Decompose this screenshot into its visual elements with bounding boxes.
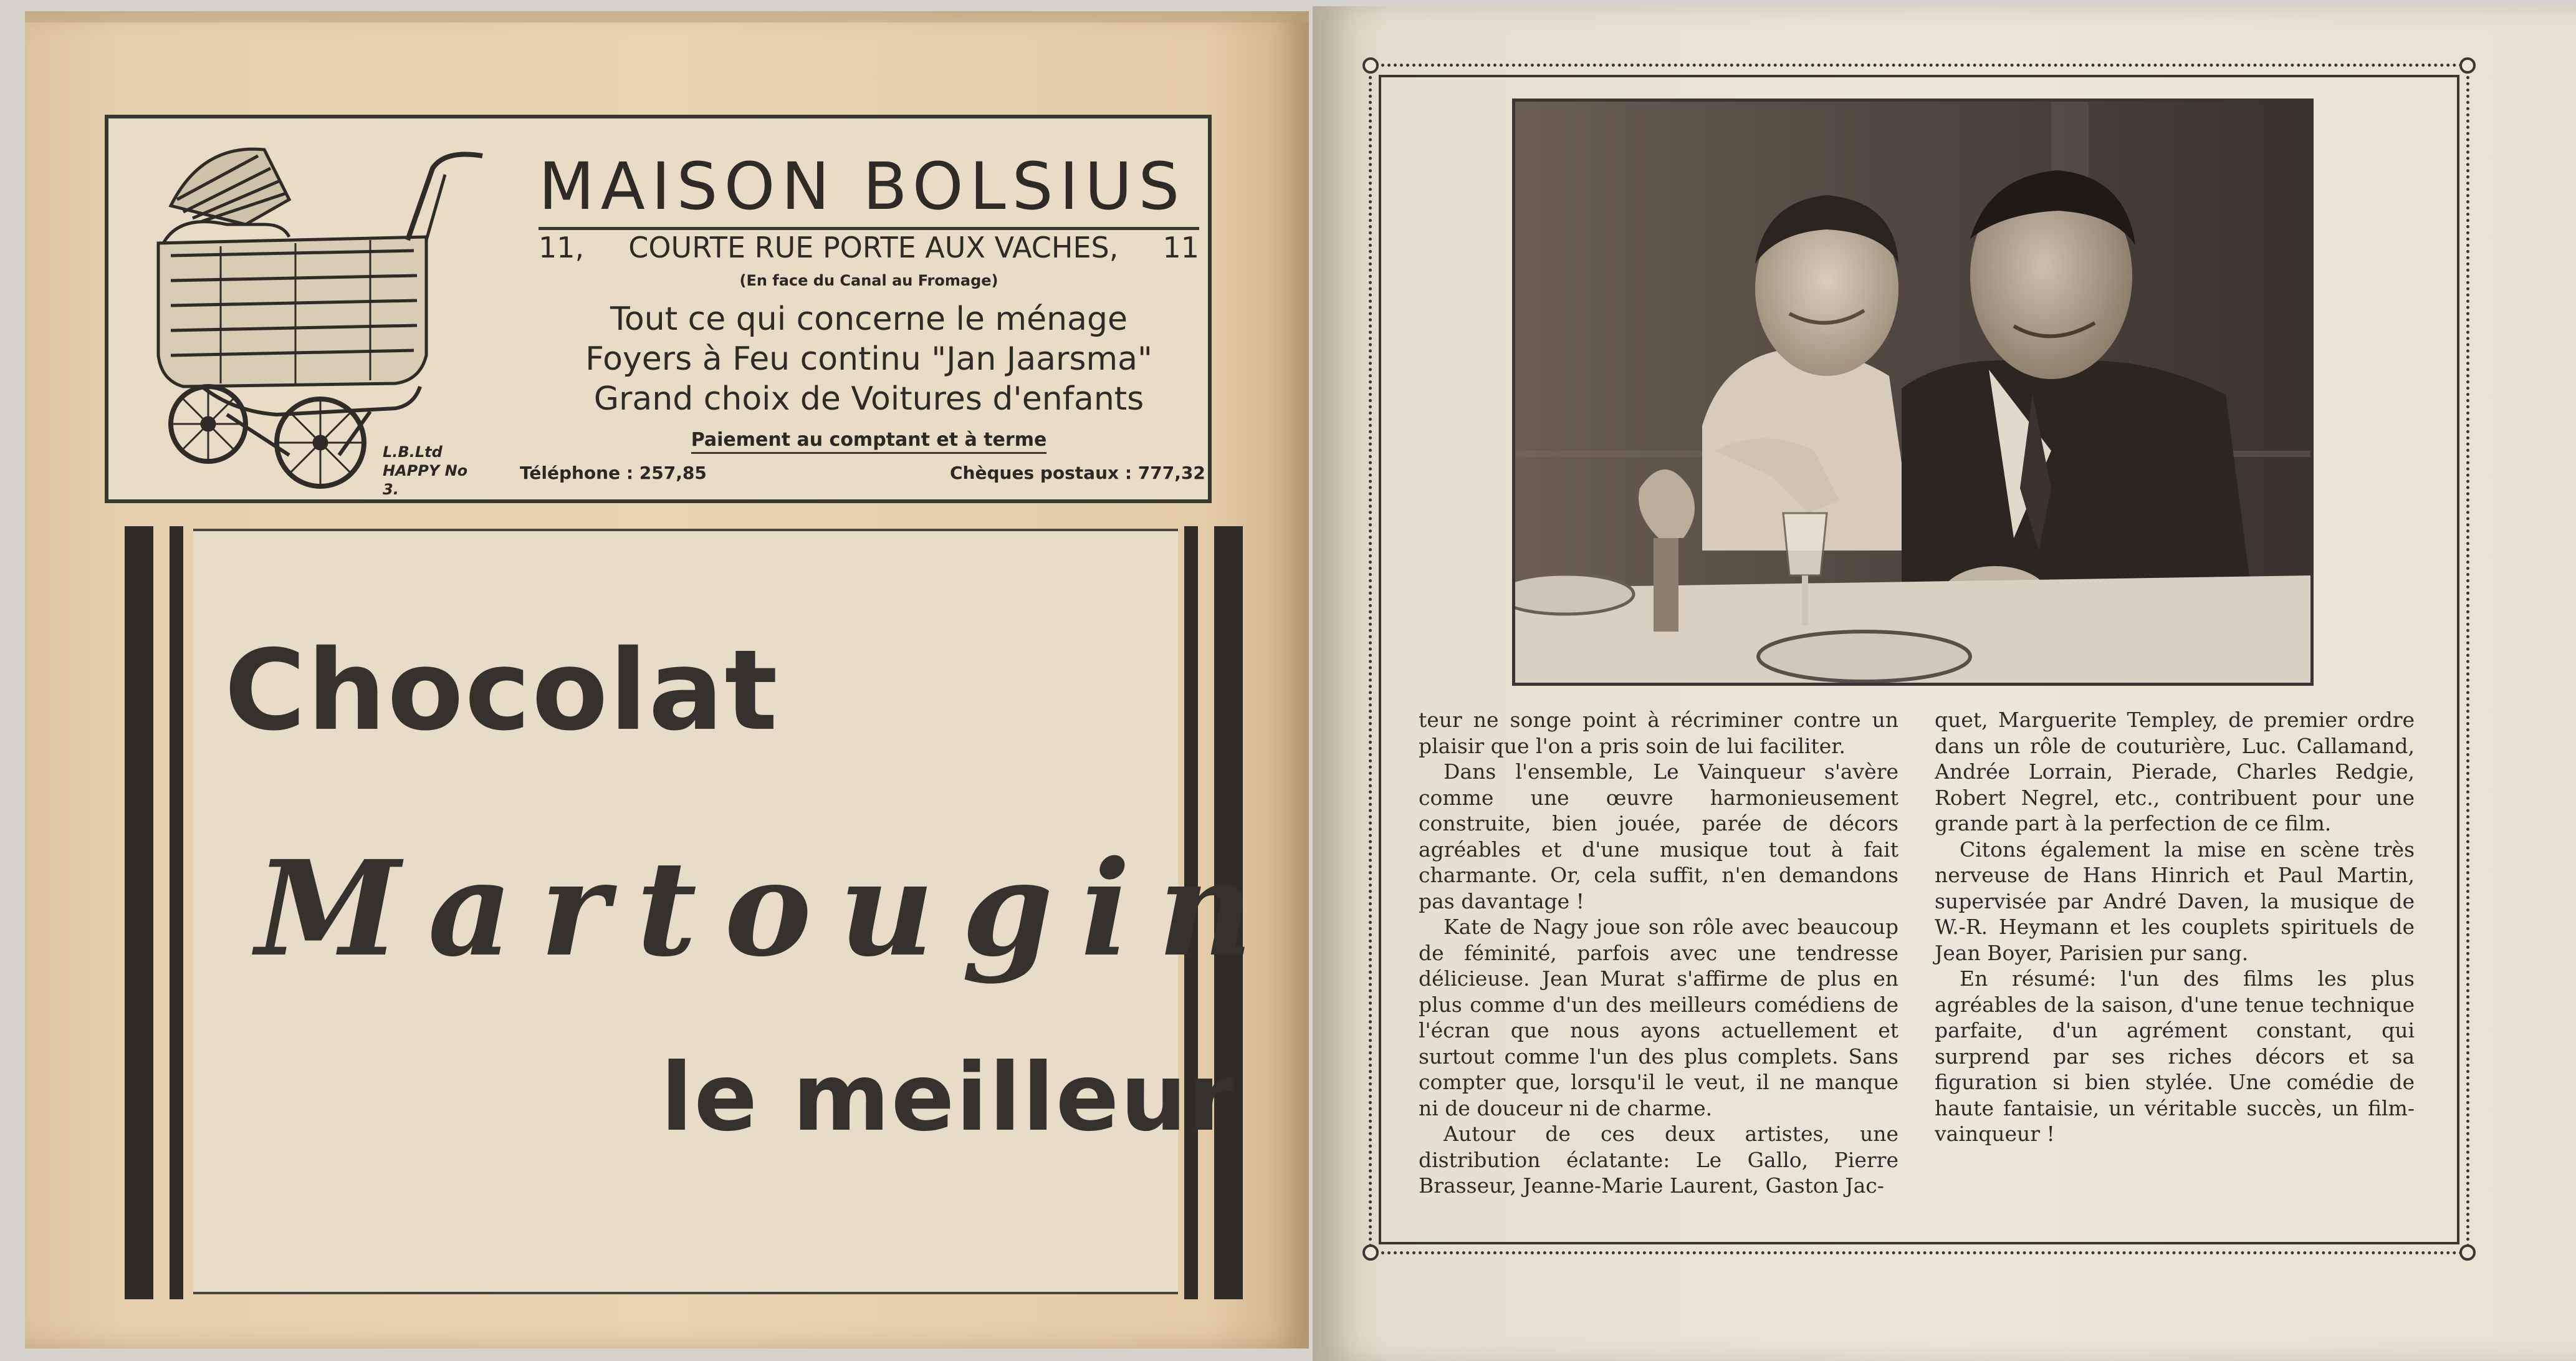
baby-carriage-illustration: [133, 131, 501, 493]
frame-rule-top: [193, 529, 1178, 531]
title-rule: [539, 227, 1199, 230]
maison-bolsius-advertisement: [105, 115, 1212, 503]
chocolat-word: Chocolat: [224, 626, 779, 755]
bolsius-address: [539, 231, 1199, 264]
pram-model-mark: [383, 443, 476, 499]
paragraph: Kate de Nagy joue son rôle avec beaucoup de féminité, parfois avec une tendresse délicieuse. Jean Murat s'affirme de plus en plus comme d'un des meilleurs comédiens de l'écran que nous ayons actuellement et surtout comme l'un des plus complets. Sans compter que, lorsqu'il le veut, il ne manque ni de douceur ni de charme.: [1419, 915, 1898, 1120]
corner-ornament: [1362, 1244, 1379, 1261]
bolsius-line-prams: Grand choix de Voitures d'enfants: [593, 380, 1144, 418]
frame-rule-bottom: [193, 1292, 1178, 1294]
film-still-photograph: [1512, 99, 2314, 686]
address-number-left: 11,: [539, 231, 585, 264]
chocolat-martougin-advertisement: [125, 526, 1281, 1299]
bolsius-location-note: (En face du Canal au Fromage): [739, 272, 998, 289]
pram-mark-line1: L.B.Ltd: [383, 443, 443, 461]
address-number-right: 11: [1162, 231, 1199, 264]
bolsius-line-household: Tout ce qui concerne le ménage: [610, 301, 1128, 338]
bolsius-telephone: Téléphone : 257,85: [520, 463, 707, 483]
couple-at-dinner-image: [1515, 102, 2310, 683]
right-page: [1313, 6, 2576, 1361]
article-column-right: [1935, 707, 2415, 1147]
payment-text: Paiement au comptant et à terme: [691, 429, 1047, 454]
left-page: [25, 11, 1309, 1349]
pram-mark-line2: HAPPY No 3.: [383, 462, 468, 498]
frame-bar: [170, 526, 183, 1299]
paragraph: Citons également la mise en scène très nerveuse de Hans Hinrich et Paul Martin, supervisée par André Daven, la musique de W.-R. Heymann et les couplets spirituels de Jean Boyer, Parisien pur sang.: [1935, 837, 2415, 965]
bolsius-payment-terms: [539, 429, 1199, 451]
frame-bar: [125, 526, 153, 1299]
paragraph: quet, Marguerite Templey, de premier ordre dans un rôle de couturière, Luc. Callamand, Andrée Lorrain, Pierade, Charles Redgie, Robert Negrel, etc., contribuent pour une grande part à la perfection de ce film.: [1935, 708, 2415, 835]
paragraph: Dans l'ensemble, Le Vainqueur s'avère comme une œuvre harmonieusement construite, bien jouée, parée de décors agréables et d'une musique tout à fait charmante. Or, cela suffit, n'en demandons pas davantage !: [1419, 759, 1898, 913]
paragraph: En résumé: l'un des films les plus agréables de la saison, d'une tenue technique parfaite, d'un agrément constant, qui surprend par ses riches décors et sa figuration si bien stylée. Une comédie de haute fantaisie, un véritable succès, un film-vainqueur !: [1935, 966, 2415, 1146]
bolsius-title: MAISON BOLSIUS: [539, 148, 1186, 224]
paragraph: Autour de ces deux artistes, une distribution éclatante: Le Gallo, Pierre Brasseur, Jeanne-Marie Laurent, Gaston Jac-: [1419, 1122, 1898, 1198]
corner-ornament: [1362, 57, 1379, 74]
brand-name-martougin: Martougin: [256, 832, 1281, 986]
bolsius-postal-cheques: Chèques postaux : 777,32: [950, 463, 1205, 483]
bolsius-line-stoves: Foyers à Feu continu "Jan Jaarsma": [585, 340, 1152, 378]
address-street: COURTE RUE PORTE AUX VACHES,: [628, 231, 1119, 264]
corner-ornament: [2459, 57, 2476, 74]
article-column-left: [1419, 707, 1898, 1199]
corner-ornament: [2459, 1244, 2476, 1261]
paragraph: teur ne songe point à récriminer contre un plaisir que l'on a pris soin de lui faciliter.: [1419, 708, 1898, 758]
slogan-le-meilleur: le meilleur: [661, 1044, 1236, 1152]
